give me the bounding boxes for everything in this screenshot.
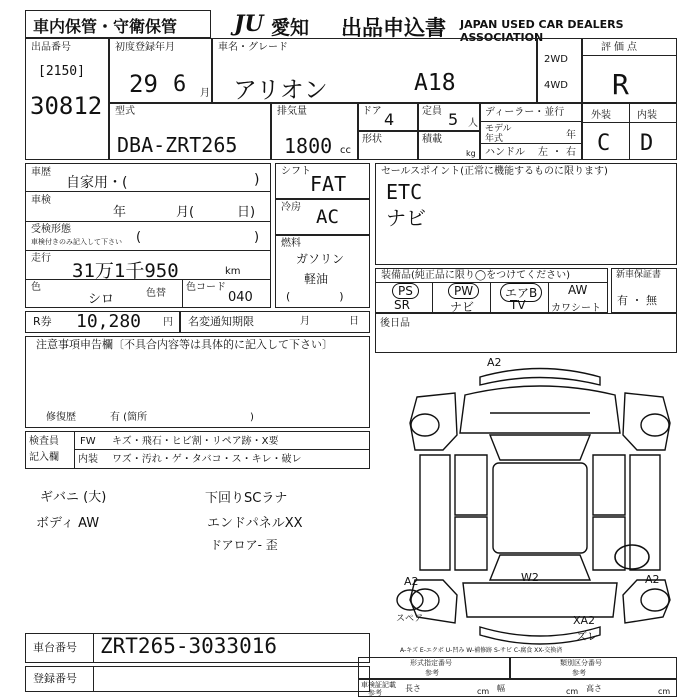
history-line-2 [25,221,271,222]
repair-history-value: 有 (箇所 [110,412,148,423]
remarks-label: 注意事項申告欄〔不具合内容等は具体的に記入して下さい〕 [36,338,333,351]
car-damage-diagram [395,355,685,655]
capacity-label: 定員 [422,106,442,117]
dims-label: 車検証記載 [361,681,396,689]
type-designation-label: 形式指定番号 [410,659,452,667]
chassis-label: 車台番号 [33,641,77,654]
damage-mark-5: XA2 [573,614,596,627]
name-change-month: 月 [300,316,310,327]
height-label: 高さ [586,684,602,693]
dealer-divider-2 [480,143,582,144]
year-unit: 年 [566,130,576,141]
door-label: ドア [362,106,382,117]
received-paren-close: ) [254,230,260,245]
received-sub: 車検付きのみ記入して下さい [31,238,122,246]
first-reg-label: 初度登録年月 [115,42,175,53]
km-unit: km [225,266,241,277]
exterior-grade: C [597,131,611,156]
name-change-label: 名変通知期限 [188,315,254,328]
spare-tire-icon [395,588,425,612]
equip-sr: SR [394,298,410,312]
drive-4wd: 4WD [544,80,568,91]
lot-label: 出品番号 [31,42,71,53]
color-label: 色 [31,282,41,293]
history-box [25,163,271,308]
color-divider [182,279,183,308]
color-code-value: 040 [228,290,253,305]
damage-legend: A-キズ E-エクボ U-凹み W-補修跡 S-サビ C-腐食 XX-交換済 [400,647,563,654]
lot-number: 30812 [30,92,103,120]
width-cm: cm [566,687,579,696]
spare-label: スペア [396,614,424,624]
category-label: 類別区分番号 [560,659,602,667]
equip-navi: ナビ [450,300,475,314]
handle-dot: ・ [552,147,562,158]
category-reference: 参考 [572,669,586,677]
interior-items-label: 内装 [78,454,98,465]
sales-point-label: セールスポイント(正常に機能するものに限ります) [381,166,608,177]
equip-col-2 [490,282,491,313]
equip-airbag: エアB [500,283,542,302]
equip-col-1 [432,282,433,313]
length-label: 長さ [405,684,421,693]
later-items-label: 後日品 [380,318,410,329]
color-value: シロ [88,292,115,307]
dealer-label: ディーラー・並行 [485,107,565,118]
repair-history-label: 修復歴 [46,412,76,423]
later-items-box [375,313,677,353]
model-label: 型式 [115,106,135,117]
person-unit: 人 [468,118,478,129]
month-unit: 月 [200,88,210,99]
displacement-label: 排気量 [277,106,307,117]
handwritten-note-4: エンドパネルXX [207,516,303,531]
exterior-label: 外装 [591,110,611,121]
length-cm: cm [477,687,490,696]
type-designation-reference: 参考 [425,669,439,677]
usage-label: 車歴 [31,167,51,178]
drive-box [537,38,582,103]
damage-mark-4: A2 [645,573,660,586]
damage-mark-2: A2 [404,575,419,588]
handwritten-note-2: ボディ AW [36,516,100,531]
model-value: DBA-ZRT265 [117,133,238,157]
height-cm: cm [658,687,671,696]
first-reg-month: 6 [173,72,187,97]
dealer-divider-1 [480,121,582,122]
displacement-value: 1800 [284,134,333,158]
ext-int-label-line [582,122,677,123]
received-paren-open: ( [136,230,142,245]
width-label: 幅 [497,684,505,693]
inspection-year: 年 [113,205,127,220]
score-label-divider [582,55,677,56]
fuel-diesel: 軽油 [304,272,329,286]
model-year-label: モデル年式 [485,124,512,144]
fw-label: FW [80,436,96,447]
registration-label: 登録番号 [33,672,77,685]
equip-aw: AW [568,283,588,297]
form-title: 出品申込書 [341,16,446,40]
damage-circle [612,542,652,572]
fuel-gas: ガソリン [296,252,345,266]
recycle-amount: 10,280 [76,311,142,332]
inspector-mid-line [74,449,370,450]
history-line-3 [25,250,271,251]
inspector-label: 検査員 [29,436,59,447]
interior-label: 内装 [637,110,657,121]
history-line-4 [25,279,271,280]
damage-mark-6: ズレ [576,630,598,643]
score-value: R [612,68,629,101]
inspection-label: 車検 [31,195,51,206]
registration-divider [93,666,94,692]
equip-col-3 [548,282,549,313]
history-line-1 [25,191,271,192]
damage-mark-3: W2 [521,571,539,584]
interior-grade: D [640,131,654,156]
fuel-label: 燃料 [281,238,301,249]
storage-note: 車内保管・守衛保管 [33,17,178,36]
ac-value: AC [316,206,339,228]
cc-unit: cc [340,145,351,156]
handwritten-note-3: 下回りSCラナ [205,491,288,506]
name-change-day: 日 [349,316,359,327]
repaint-label: 色替 [146,288,166,299]
chassis-divider [93,633,94,663]
chassis-number: ZRT265-3033016 [100,634,278,658]
door-value: 4 [384,110,395,129]
usage-paren-close: ) [254,172,260,188]
load-label: 積載 [422,134,442,145]
yen-unit: 円 [163,317,173,328]
warranty-label: 新車保証書 [616,270,662,280]
equip-tv: TV [510,298,526,312]
ac-label: 冷房 [281,202,301,213]
car-name: アリオン [233,76,328,104]
score-label: 評価点 [601,42,640,53]
interior-items: ワズ・汚れ・ゲ・タバコ・ス・キレ・破レ [112,454,302,465]
handle-right: 右 [566,147,576,158]
handwritten-note-5: ドアロア- 歪 [210,538,278,552]
mileage-value: 31万1千950 [72,260,179,282]
kg-unit: kg [466,149,476,158]
inspector-divider [74,431,75,469]
fuel-other: ( ) [286,290,344,303]
ext-int-divider [629,103,630,160]
ju-logo: JU [234,11,264,37]
entry-label: 記入欄 [29,452,59,463]
shift-label: シフト [281,166,311,177]
handle-label: ハンドル [485,147,525,158]
warranty-options: 有 ・ 無 [617,294,657,307]
dims-reference: 参考 [368,689,382,697]
equip-ps: PS [392,283,419,299]
shift-value: FAT [310,172,347,196]
damage-mark-1: A2 [487,356,502,369]
color-code-label: 色コード [186,282,226,293]
equip-leather: カワシート [551,303,601,314]
handwritten-note-1: ギバニ (大) [40,490,107,505]
sales-point-1: ETC [386,180,423,204]
equip-pw: PW [448,283,479,299]
shape-label: 形状 [362,134,382,145]
handle-left: 左 [538,147,548,158]
usage-value: 自家用・( [66,175,128,191]
first-reg-year: 29 [129,70,158,98]
lot-bracket: [2150] [38,64,85,79]
recycle-label: R券 [33,315,52,328]
grade: A18 [414,70,456,96]
name-grade-label: 車名・グレード [218,42,288,53]
fw-items: キズ・飛石・ヒビ割・リペア跡・X要 [112,436,279,447]
sales-point-2: ナビ [386,206,426,230]
capacity-value: 5 [448,110,459,129]
equipment-label: 装備品(純正品に限り◯をつけてください) [381,270,570,281]
inspection-month: 月( [176,205,195,220]
received-label: 受検形態 [31,224,71,235]
association-name-en: JAPAN USED CAR DEALERS ASSOCIATION [460,18,624,44]
inspection-day: 日) [237,205,256,220]
mileage-label: 走行 [31,253,51,264]
drive-2wd: 2WD [544,54,568,65]
association-name-jp: 愛知 [271,17,310,39]
repair-paren-close: ) [250,412,254,423]
